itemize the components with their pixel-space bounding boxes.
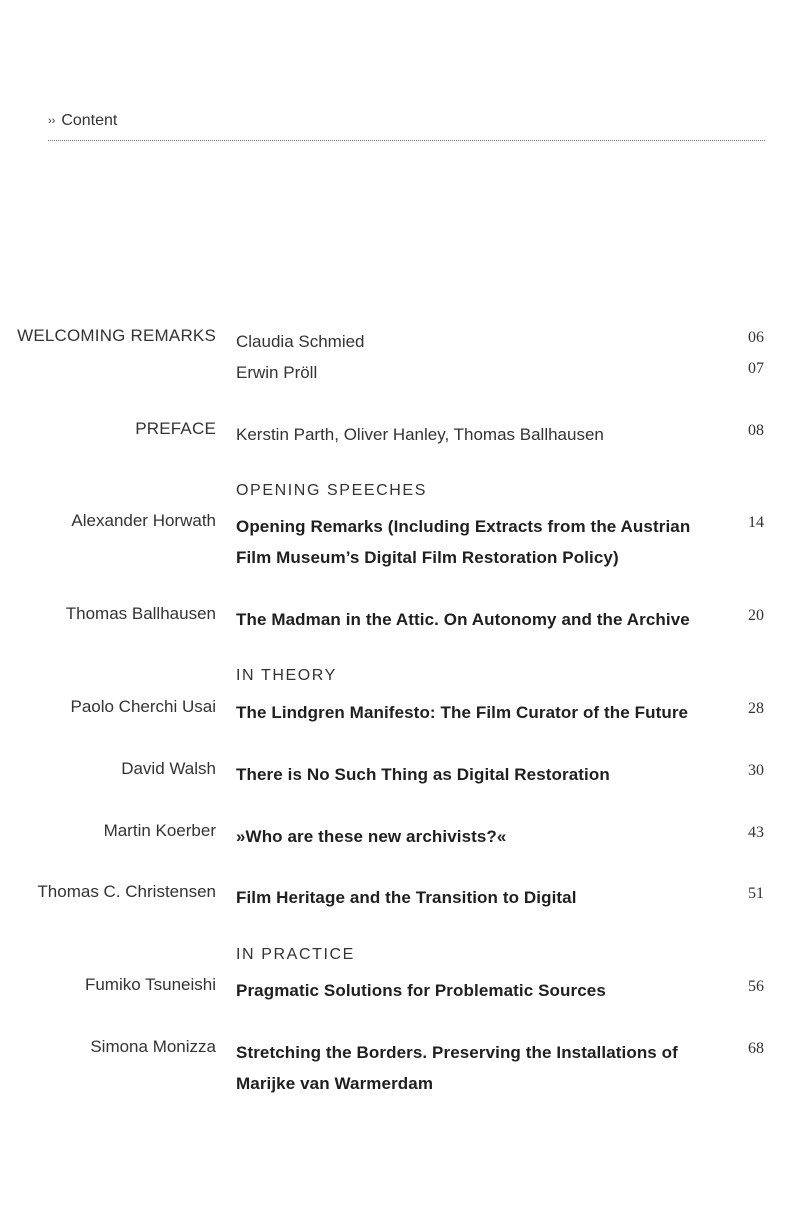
toc-entry: Erwin Pröll: [236, 363, 318, 382]
toc-label: Thomas Ballhausen: [65, 604, 216, 623]
toc-page-number: 43: [748, 824, 764, 841]
toc-page-number: 06: [748, 329, 764, 346]
toc-page-number: 68: [748, 1040, 764, 1057]
toc-page-number: 56: [748, 978, 764, 995]
toc-page-number: 08: [748, 422, 764, 439]
dotted-divider: [48, 140, 765, 141]
double-chevron-icon: ››: [48, 115, 56, 127]
toc-entry: The Madman in the Attic. On Autonomy and the Archive: [236, 610, 690, 629]
toc-page-number: 14: [748, 514, 764, 531]
toc-entry: The Lindgren Manifesto: The Film Curator of the Future: [236, 703, 689, 722]
toc-label: Martin Koerber: [103, 821, 216, 840]
toc-entry: Film Heritage and the Transition to Digital: [236, 888, 577, 907]
toc-label: David Walsh: [121, 759, 216, 778]
toc-label: Thomas C. Christensen: [37, 882, 216, 901]
page-title: Content: [61, 112, 118, 129]
toc-label: WELCOMING REMARKS: [17, 326, 216, 345]
toc-label: Alexander Horwath: [71, 511, 216, 530]
toc-label: Paolo Cherchi Usai: [70, 697, 216, 716]
section-heading-practice: IN PRACTICE: [236, 946, 355, 963]
toc-entry: »Who are these new archivists?«: [236, 827, 507, 846]
toc-label: Fumiko Tsuneishi: [84, 975, 216, 994]
toc-entry-line: Opening Remarks (Including Extracts from the Austrian: [236, 517, 691, 536]
toc-entry: Pragmatic Solutions for Problematic Sources: [236, 981, 606, 1000]
toc-label: Simona Monizza: [90, 1037, 216, 1056]
section-heading-theory: IN THEORY: [236, 667, 337, 684]
toc-page-number: 07: [748, 360, 764, 377]
toc-entry: Claudia Schmied: [236, 332, 365, 351]
section-heading-opening: OPENING SPEECHES: [236, 482, 427, 499]
toc-entry-line: Film Museum’s Digital Film Restoration Policy): [236, 548, 619, 567]
page-header: [48, 112, 117, 130]
toc-page-number: 51: [748, 885, 764, 902]
toc-label: PREFACE: [135, 419, 216, 438]
toc-entry: Kerstin Parth, Oliver Hanley, Thomas Ballhausen: [236, 425, 604, 444]
toc-page-number: 30: [748, 762, 764, 779]
toc-entry: [236, 511, 726, 573]
toc-entry-line: Marijke van Warmerdam: [236, 1074, 434, 1093]
toc-entry: There is No Such Thing as Digital Restoration: [236, 765, 610, 784]
toc-entry-line: Stretching the Borders. Preserving the Installations of: [236, 1043, 678, 1062]
toc-page-number: 28: [748, 700, 764, 717]
toc-entry: [236, 1037, 726, 1099]
toc-page-number: 20: [748, 607, 764, 624]
